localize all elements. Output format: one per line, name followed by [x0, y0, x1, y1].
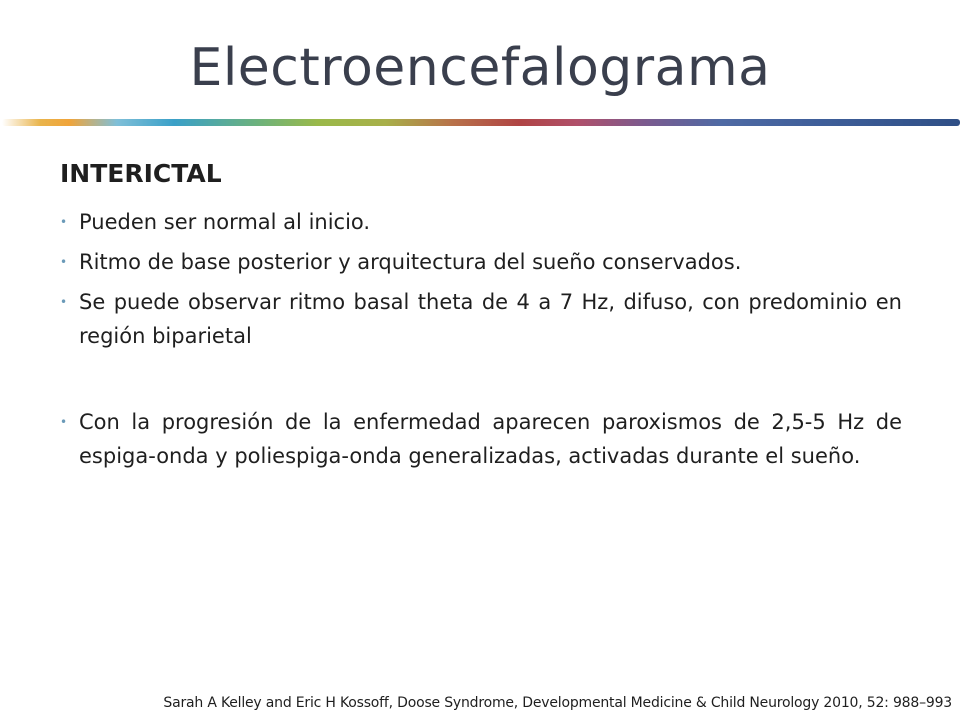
- bullet-item: [60, 245, 902, 279]
- bullet-item: [60, 285, 902, 353]
- title-divider: [2, 119, 960, 126]
- bullet-text: Ritmo de base posterior y arquitectura del sueño conservados.: [79, 250, 742, 274]
- section-heading: INTERICTAL: [60, 159, 222, 188]
- bullet-item: [60, 205, 902, 239]
- bullet-text: Con la progresión de la enfermedad aparecen paroxismos de 2,5-5 Hz de espiga-onda y poliespiga-onda generalizadas, activadas durante el sueño.: [79, 410, 902, 468]
- bullet-marker: •: [60, 295, 68, 309]
- bullet-marker: •: [60, 415, 68, 429]
- citation: Sarah A Kelley and Eric H Kossoff, Doose Syndrome, Developmental Medicine & Child Neurology 2010, 52: 988–993: [163, 695, 952, 711]
- bullet-marker: •: [60, 215, 68, 229]
- bullet-list: [60, 205, 902, 479]
- bullet-text: Se puede observar ritmo basal theta de 4 a 7 Hz, difuso, con predominio en región biparietal: [79, 290, 902, 348]
- bullet-text: Pueden ser normal al inicio.: [79, 210, 371, 234]
- slide-title: Electroencefalograma: [189, 38, 771, 98]
- bullet-marker: •: [60, 255, 68, 269]
- bullet-item: [60, 405, 902, 473]
